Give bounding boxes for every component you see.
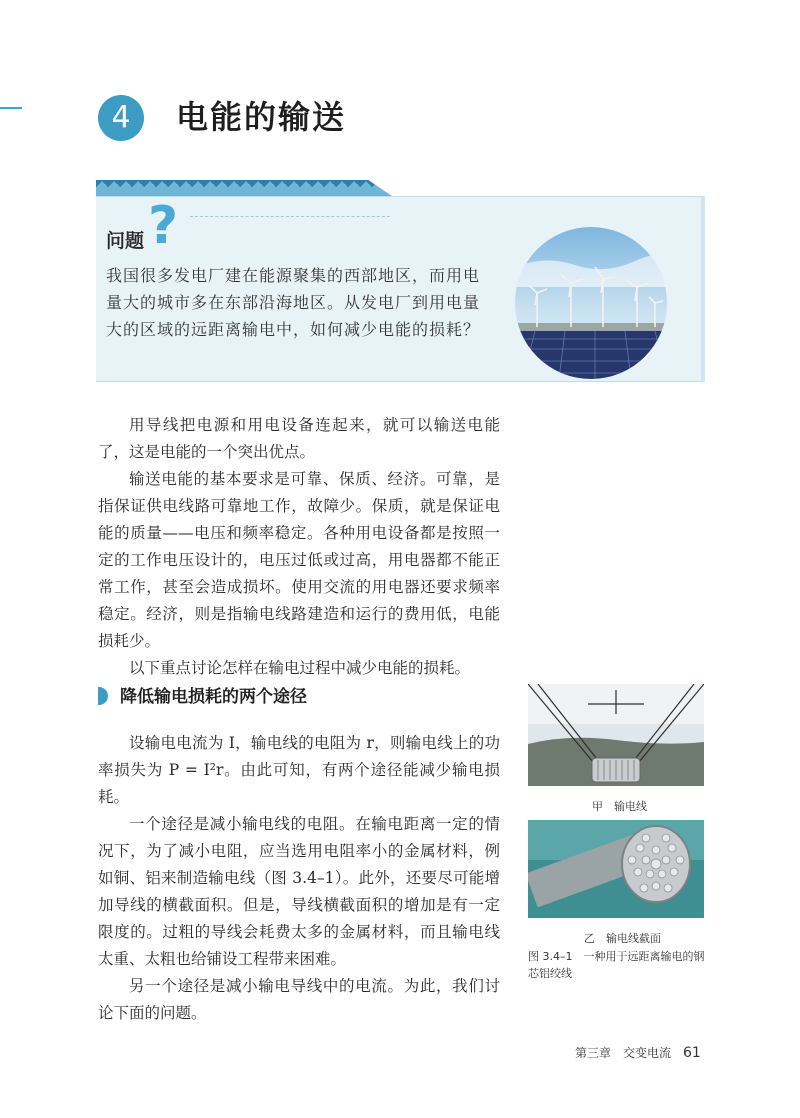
- figure-caption-a: 甲 输电线: [592, 800, 647, 813]
- page-footer: [575, 1044, 701, 1061]
- figure-note: 图 3.4–1 一种用于远距离输电的钢芯铝绞线: [528, 950, 705, 980]
- power-line-cross-section-photo: [528, 820, 704, 918]
- margin-accent-line: [0, 107, 22, 109]
- page-number: 61: [683, 1045, 701, 1061]
- sub-paragraph-1: 设输电电流为 I，输电线的电阻为 r，则输电线上的功率损失为 P = I²r。由此可知，有两个途径能减少输电损耗。: [98, 734, 500, 806]
- sub-paragraph-2: 一个途径是减小输电线的电阻。在输电距离一定的情况下，为了减小电阻，应当选用电阻率小的金属材料，例如铜、铝来制造输电线（图 3.4–1）。此外，还要尽可能增加导线的横截面积。但是，导线横截面积的增加是有一定限度的。过粗的导线会耗费太多的金属材料，而且输电线太重、太粗也给铺设工程带来困难。: [98, 815, 500, 968]
- question-dashed-rule: [190, 216, 390, 217]
- section-title: 电能的输送: [176, 98, 347, 136]
- intro-paragraph-2: 输送电能的基本要求是可靠、保质、经济。可靠，是指保证供电线路可靠地工作，故障少。保质，就是保证电能的质量——电压和频率稳定。各种用电设备都是按照一定的工作电压设计的，电压过低或过高，用电器都不能正常工作，甚至会造成损坏。使用交流的用电器还要求频率稳定。经济，则是指输电线路建造和运行的费用低，电能损耗少。: [98, 470, 500, 650]
- question-label: 问题: [106, 230, 145, 252]
- question-text: 我国很多发电厂建在能源聚集的西部地区，而用电量大的城市多在东部沿海地区。从发电厂到用电量大的区域的远距离输电中，如何减少电能的损耗？: [106, 266, 481, 339]
- section-number-badge: 4: [98, 95, 144, 141]
- subsection-title: 降低输电损耗的两个途径: [120, 687, 307, 707]
- wind-solar-farm-photo: [515, 227, 667, 379]
- question-box-header-pattern: [96, 180, 392, 196]
- intro-paragraph-3: 以下重点讨论怎样在输电过程中减少电能的损耗。: [129, 659, 471, 677]
- power-line-photo: [528, 684, 704, 786]
- subsection-heading: [98, 682, 307, 707]
- subsection-text: [98, 730, 500, 1027]
- subsection-marker-icon: [98, 687, 108, 705]
- sub-paragraph-3: 另一个途径是减小输电导线中的电流。为此，我们讨论下面的问题。: [98, 977, 500, 1022]
- intro-paragraph-1: 用导线把电源和用电设备连起来，就可以输送电能了，这是电能的一个突出优点。: [98, 416, 500, 461]
- footer-chapter: 第三章 交变电流: [575, 1046, 672, 1060]
- intro-text: [98, 412, 500, 682]
- figure-caption-b: 乙 输电线截面: [584, 932, 661, 945]
- question-mark-icon: ?: [148, 196, 179, 256]
